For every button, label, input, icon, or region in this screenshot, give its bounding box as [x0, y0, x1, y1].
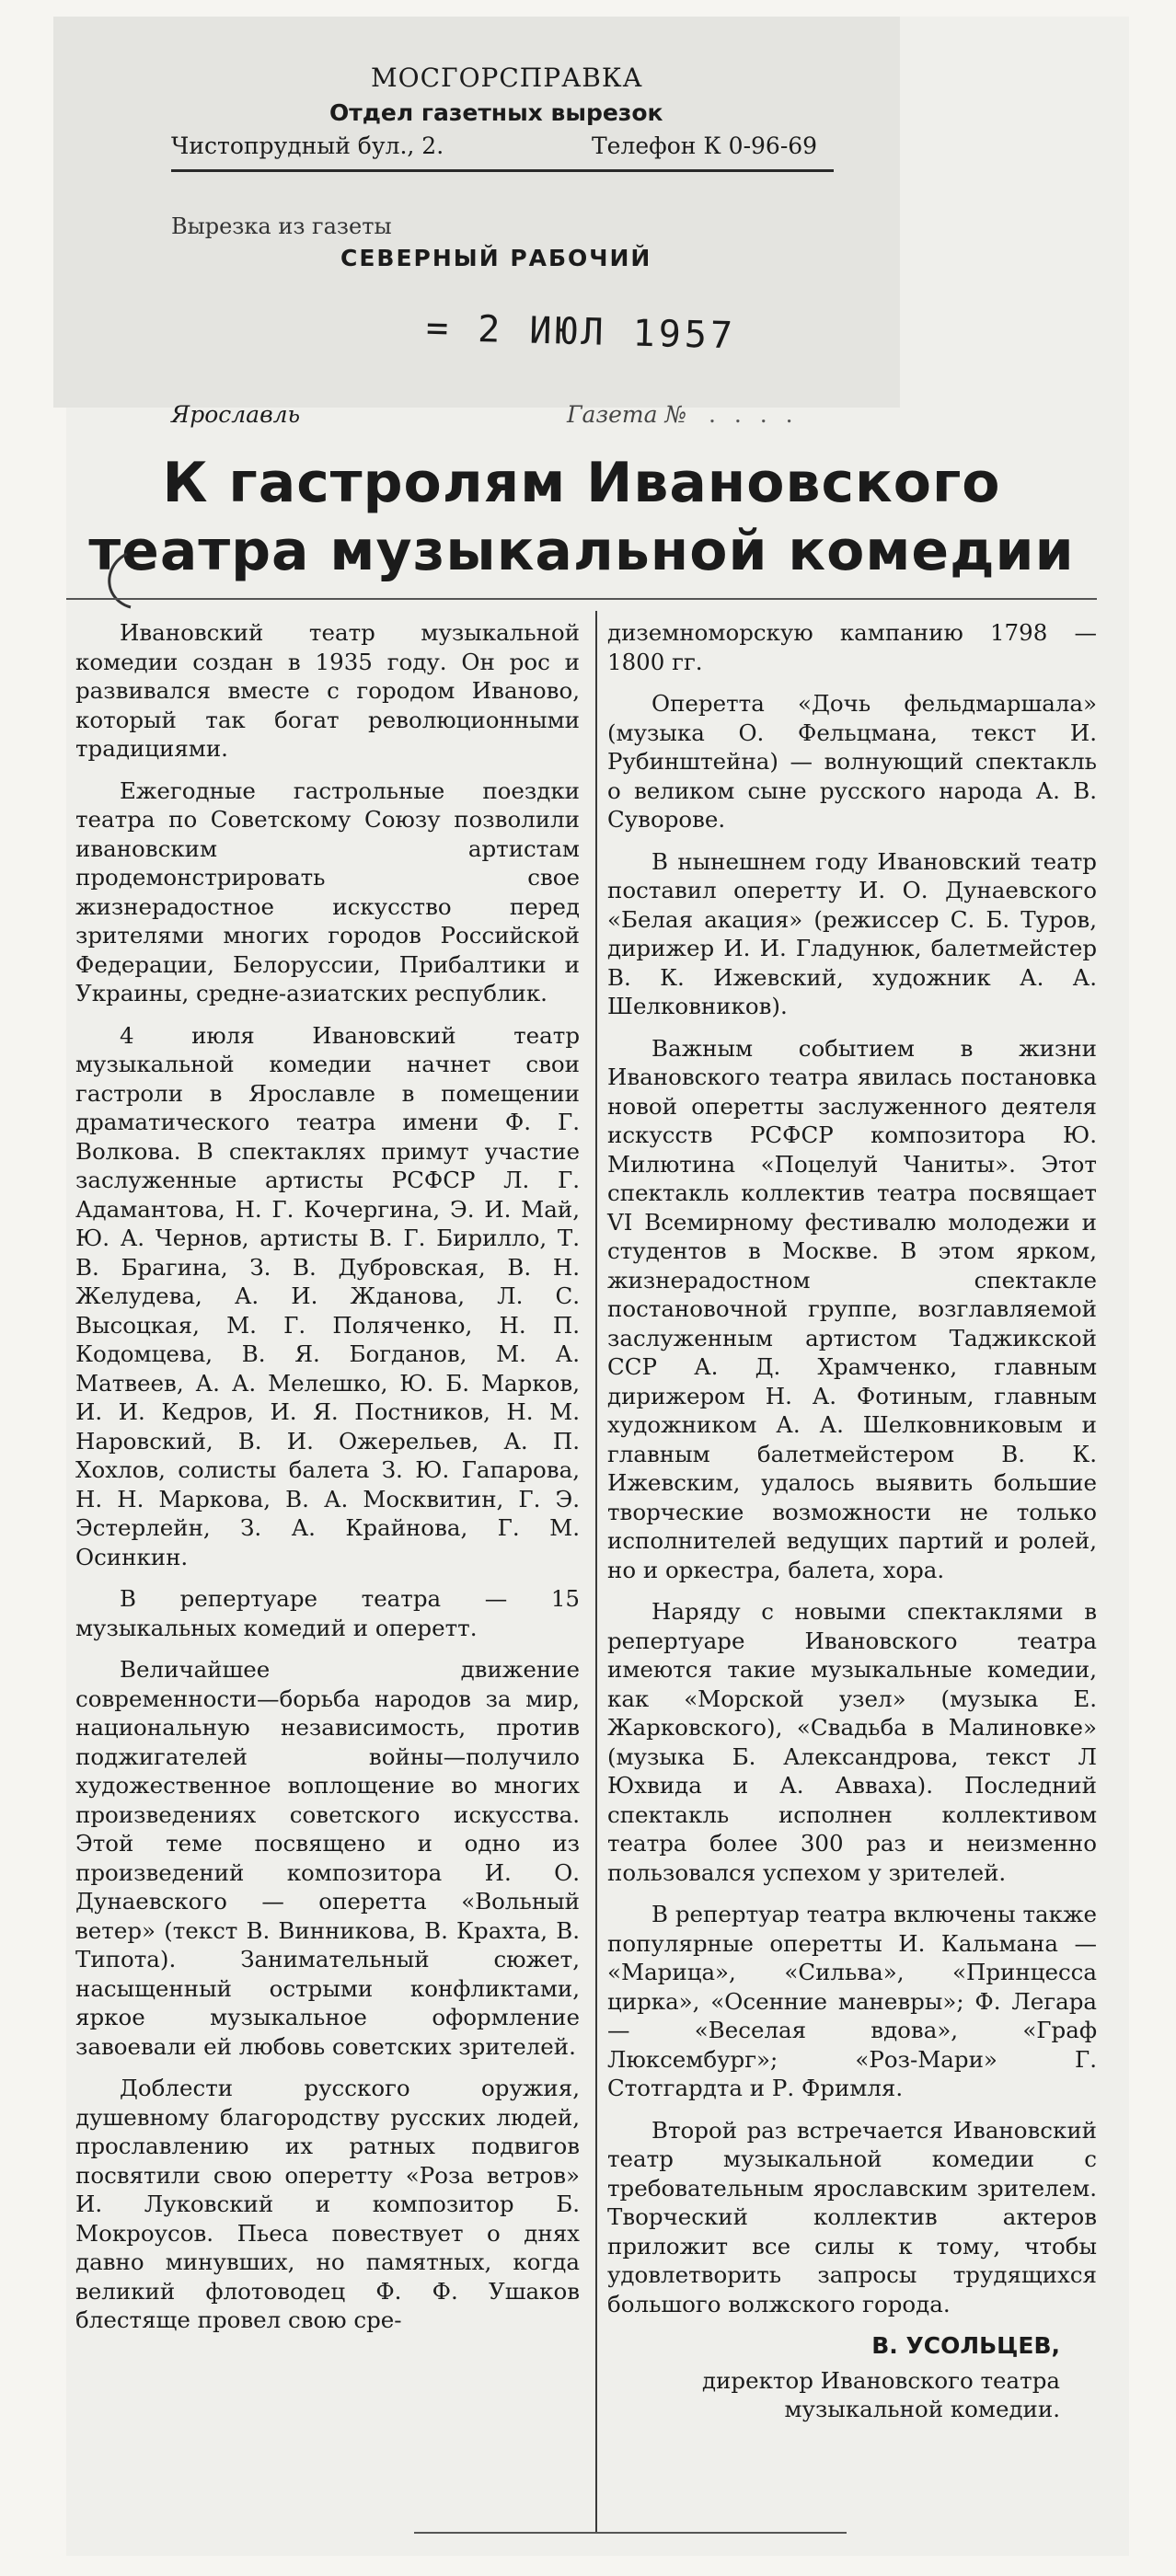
article-right-column — [607, 618, 1097, 2424]
paragraph: Оперетта «Дочь фельдмаршала» (музыка О. Фельцмана, текст И. Рубинштейна) — волнующий спектакль о великом сыне русского народа А. В. Суворове. — [607, 690, 1097, 833]
gazette-number-label: Газета № — [567, 401, 687, 428]
paragraph: Второй раз встречается Ивановский театр музыкальной комедии с требовательным ярославским зрителем. Творческий коллектив актеров приложит все силы к тому, чтобы удовлетворить запросы трудящихся большого волжского города. — [607, 2116, 1097, 2317]
city-label: Ярославль — [171, 401, 301, 428]
paragraph: Наряду с новыми спектаклями в репертуаре Ивановского театра имеются такие музыкальные комедии, как «Морской узел» (музыка Е. Жарковского), «Свадьба в Малиновке» (музыка Б. Александрова, текст Л Юхвида и А. Авваха). Последний спектакль исполнен коллективом театра более 300 раз и неизменно пользовался успехом у зрителей. — [607, 1598, 1097, 1886]
clipping-stamp-header — [53, 17, 900, 428]
author-name: В. УСОЛЬЦЕВ, — [871, 2332, 1060, 2359]
paragraph: 4 июля Ивановский театр музыкальной комедии начнет свои гастроли в Ярославле в помещении драматического театра имени Ф. Г. Волкова. В спектаклях примут участие заслуженные артисты РСФСР Л. Г. Адамантова, Н. Г. Кочергина, Э. И. Май, Ю. А. Чернов, артисты В. Г. Бирилло, Т. В. Брагина, З. В. Дубровская, В. Н. Желудева, А. И. Жданова, Л. С. Высоцкая, М. Г. Поляченко, Н. П. Кодомцева, В. Я. Богданов, М. А. Матвеев, А. А. Мелешко, Ю. Б. Марков, И. И. Кедров, И. Я. Постников, Н. М. Наровский, В. И. Ожерельев, А. П. Хохлов, солисты балета З. Ю. Гапарова, Н. Н. Маркова, В. А. Москвитин, Г. Э. Эстерлейн, З. А. Крайнова, Г. М. Осинкин. — [75, 1021, 580, 1570]
article-title: К гастролям Ивановского театра музыкальной комедии — [88, 451, 1075, 583]
paragraph: Величайшее движение современности—борьба народов за мир, национальную независимость, против поджигателей войны—получило художественное воплощение во многих произведениях советского искусства. Этой теме посвящено и одно из произведений композитора И. О. Дунаевского — оперетта «Вольный ветер» (текст В. Винникова, В. Крахта, В. Типота). Занимательный сюжет, насыщенный острыми конфликтами, яркое музыкальное оформление завоевали ей любовь советских зрителей. — [75, 1656, 580, 2060]
paragraph: В репертуар театра включены также популярные оперетты И. Кальмана — «Марица», «Сильва», «Принцесса цирка», «Осенние маневры»; Ф. Легара — «Веселая вдова», «Граф Люксембург»; «Роз-Мари» Г. Стотгардта и Р. Фримля. — [607, 1901, 1097, 2101]
paragraph-continuation: диземноморскую кампанию 1798 — 1800 гг. — [607, 619, 1097, 675]
stamp-organization: МОСГОРСПРАВКА — [371, 63, 643, 93]
paragraph: Ивановский театр музыкальной комедии создан в 1935 году. Он рос и развивался вместе с городом Иваново, который так богат революционными традициями. — [75, 619, 580, 762]
gazette-number-dots: . . . . — [709, 401, 799, 428]
clipping-label: Вырезка из газеты — [171, 213, 392, 239]
column-divider — [595, 611, 597, 2534]
stamp-divider — [171, 169, 834, 172]
newspaper-name: СЕВЕРНЫЙ РАБОЧИЙ — [340, 245, 652, 271]
stamp-department: Отдел газетных вырезок — [329, 99, 663, 126]
paragraph: В репертуаре театра — 15 музыкальных комедий и оперетт. — [75, 1585, 580, 1641]
author-role: директор Ивановского театра музыкальной комедии. — [702, 2366, 1060, 2422]
article-left-column — [75, 618, 580, 2348]
paragraph: В нынешнем году Ивановский театр поставил оперетту И. О. Дунаевского «Белая акация» (режиссер С. Б. Туров, дирижер И. И. Гладунюк, балетмейстер В. К. Ижевский, художник А. А. Шелковников). — [607, 847, 1097, 1019]
paragraph: Ежегодные гастрольные поездки театра по Советскому Союзу позволили ивановским артистам продемонстрировать свое жизнерадостное искусство перед зрителями многих городов Российской Федерации, Белоруссии, Прибалтики и Украины, средне-азиатских республик. — [75, 776, 580, 1006]
paragraph: Важным событием в жизни Ивановского театра явилась постановка новой оперетты заслуженного деятеля искусств РСФСР композитора Ю. Милютина «Поцелуй Чаниты». Этот спектакль коллектив театра посвящает VI Всемирному фестивалю молодежи и студентов в Москве. В этом ярком, жизнерадостном спектакле постановочной группе, возглавляемой заслуженным артистом Таджикской ССР А. Д. Храмченко, главным дирижером Н. А. Фотиным, главным художником А. А. Шелковниковым и главным балетмейстером В. К. Ижевским, удалось выявить большие творческие возможности не только исполнителей ведущих партий и ролей, но и оркестра, балета, хора. — [607, 1034, 1097, 1583]
paragraph: Доблести русского оружия, душевному благородству русских людей, прославлению их ратных подвигов посвятили свою оперетту «Роза ветров» И. Луковский и композитор Б. Мокроусов. Пьеса повествует о днях давно минувших, но памятных, когда великий флотоводец Ф. Ф. Ушаков блестяще провел свою сре- — [75, 2075, 580, 2333]
title-divider — [66, 598, 1097, 600]
date-stamp: = 2 ИЮЛ 1957 — [425, 306, 737, 358]
bottom-divider — [414, 2532, 847, 2534]
stamp-address: Чистопрудный бул., 2. — [171, 132, 444, 159]
handwritten-mark-icon — [99, 548, 136, 613]
stamp-phone: Телефон К 0-96-69 — [592, 132, 818, 159]
